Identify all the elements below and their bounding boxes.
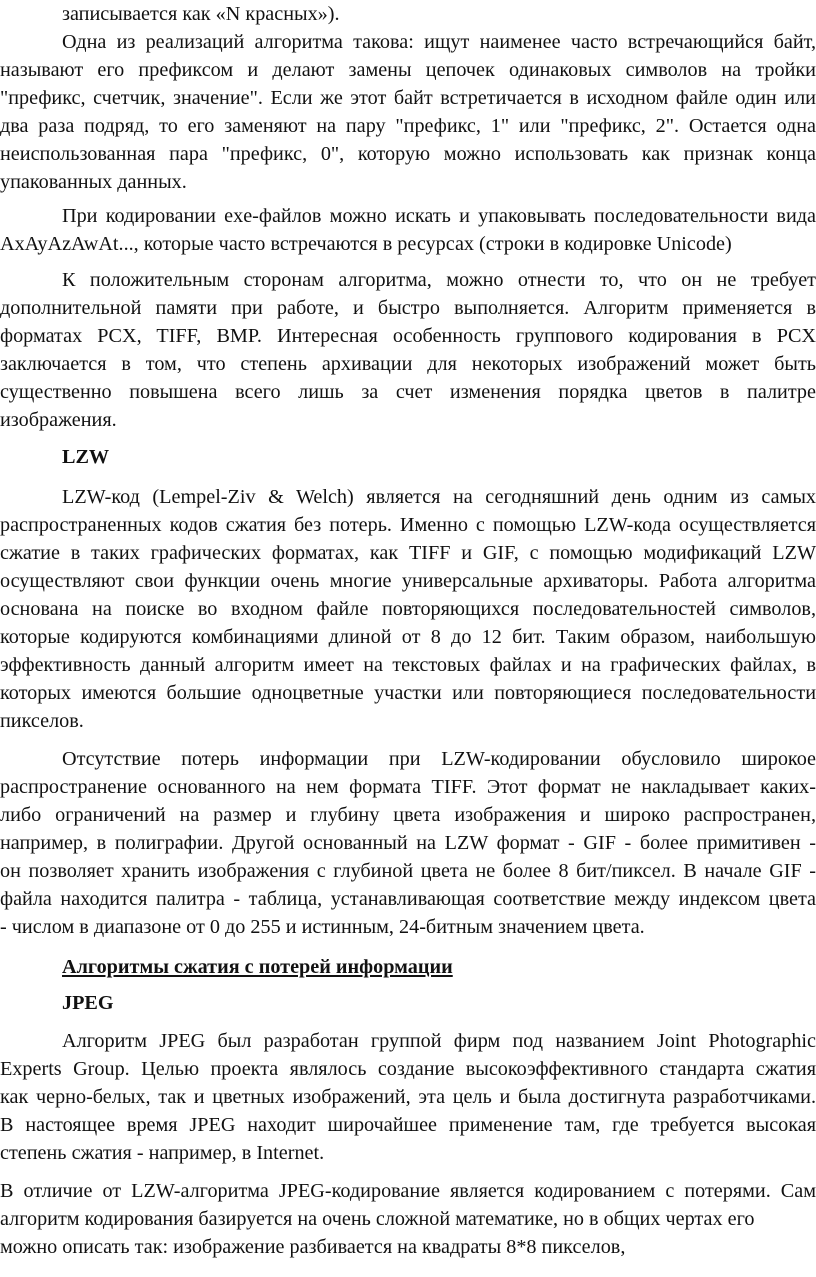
text-line: файла находится палитра - таблица, устанавливающая соответствие между индексом цвета xyxy=(0,888,816,910)
text-line: например, в полиграфии. Другой основанный на LZW формат - GIF - более примитивен - xyxy=(0,832,816,854)
text-line: распространенных кодов сжатия без потерь. Именно с помощью LZW-кода осуществляется xyxy=(0,514,816,536)
text-line: Отсутствие потерь информации при LZW-кодировании обусловило широкое xyxy=(62,748,816,770)
section-heading-lossy: Алгоритмы сжатия с потерей информации xyxy=(62,956,453,978)
text-line: В настоящее время JPEG находит широчайшее применение там, где требуется высокая xyxy=(0,1114,816,1136)
text-line: можно описать так: изображение разбивается на квадраты 8*8 пикселов, xyxy=(0,1236,626,1258)
section-heading-jpeg: JPEG xyxy=(62,992,114,1014)
text-line: AxAyAzAwAt..., которые часто встречаются в ресурсах (строки в кодировке Unicode) xyxy=(0,233,732,255)
text-line: два раза подряд, то его заменяют на пару "префикс, 1" или "префикс, 2". Остается одна xyxy=(0,115,816,137)
text-line: алгоритм кодирования базируется на очень сложной математике, но в общих чертах его xyxy=(0,1208,755,1230)
text-line: сжатие в таких графических форматах, как TIFF и GIF, с помощью модификаций LZW xyxy=(0,542,816,564)
text-line: LZW-код (Lempel-Ziv & Welch) является на сегодняшний день одним из самых xyxy=(62,486,816,508)
text-line: Experts Group. Целью проекта являлось создание высокоэффективного стандарта сжатия xyxy=(0,1058,816,1080)
text-line: он позволяет хранить изображения с глубиной цвета не более 8 бит/пиксел. В начале GIF - xyxy=(0,860,816,882)
text-line: называют его префиксом и делают замены цепочек одинаковых символов на тройки xyxy=(0,59,816,81)
text-line: либо ограничений на размер и глубину цвета изображения и широко распространен, xyxy=(0,804,816,826)
text-line: Алгоритм JPEG был разработан группой фирм под названием Joint Photographic xyxy=(62,1030,816,1052)
text-line: как черно-белых, так и цветных изображений, эта цель и была достигнута разработчиками. xyxy=(0,1086,816,1108)
text-line: К положительным сторонам алгоритма, можно отнести то, что он не требует xyxy=(62,269,816,291)
text-line: эффективность данный алгоритм имеет на текстовых файлах и на графических файлах, в xyxy=(0,654,816,676)
text-line: изображения. xyxy=(0,409,117,431)
text-line: заключается в том, что степень архивации для некоторых изображений может быть xyxy=(0,353,816,375)
text-line: В отличие от LZW-алгоритма JPEG-кодирование является кодированием с потерями. Сам xyxy=(0,1180,816,1202)
text-line: которые кодируются комбинациями длиной от 8 до 12 бит. Таким образом, наибольшую xyxy=(0,626,816,648)
text-line: существенно повышена всего лишь за счет изменения порядка цветов в палитре xyxy=(0,381,816,403)
text-line: которых имеются большие одноцветные участки или повторяющиеся последовательности xyxy=(0,682,816,704)
text-line: неиспользованная пара "префикс, 0", которую можно использовать как признак конца xyxy=(0,143,816,165)
text-line: основана на поиске во входном файле повторяющихся последовательностей символов, xyxy=(0,598,816,620)
text-line: При кодировании exe-файлов можно искать и упаковывать последовательности вида xyxy=(62,205,816,227)
text-line: степень сжатия - например, в Internet. xyxy=(0,1142,325,1164)
text-line: осуществляют свои функции очень многие универсальные архиваторы. Работа алгоритма xyxy=(0,570,816,592)
text-line: упакованных данных. xyxy=(0,171,187,193)
text-line: Одна из реализаций алгоритма такова: ищут наименее часто встречающийся байт, xyxy=(62,31,816,53)
text-line: дополнительной памяти при работе, и быстро выполняется. Алгоритм применяется в xyxy=(0,297,816,319)
text-line: - числом в диапазоне от 0 до 255 и истинным, 24-битным значением цвета. xyxy=(0,916,645,938)
text-line: пикселов. xyxy=(0,710,84,732)
text-line: записывается как «N красных»). xyxy=(62,3,340,25)
text-line: "префикс, счетчик, значение". Если же этот байт встретичается в исходном файле один или xyxy=(0,87,816,109)
text-line: распространение основанного на нем формата TIFF. Этот формат не накладывает каких- xyxy=(0,776,816,798)
text-line: форматах PCX, TIFF, BMP. Интересная особенность группового кодирования в PCX xyxy=(0,325,816,347)
section-heading-lzw: LZW xyxy=(62,446,110,468)
